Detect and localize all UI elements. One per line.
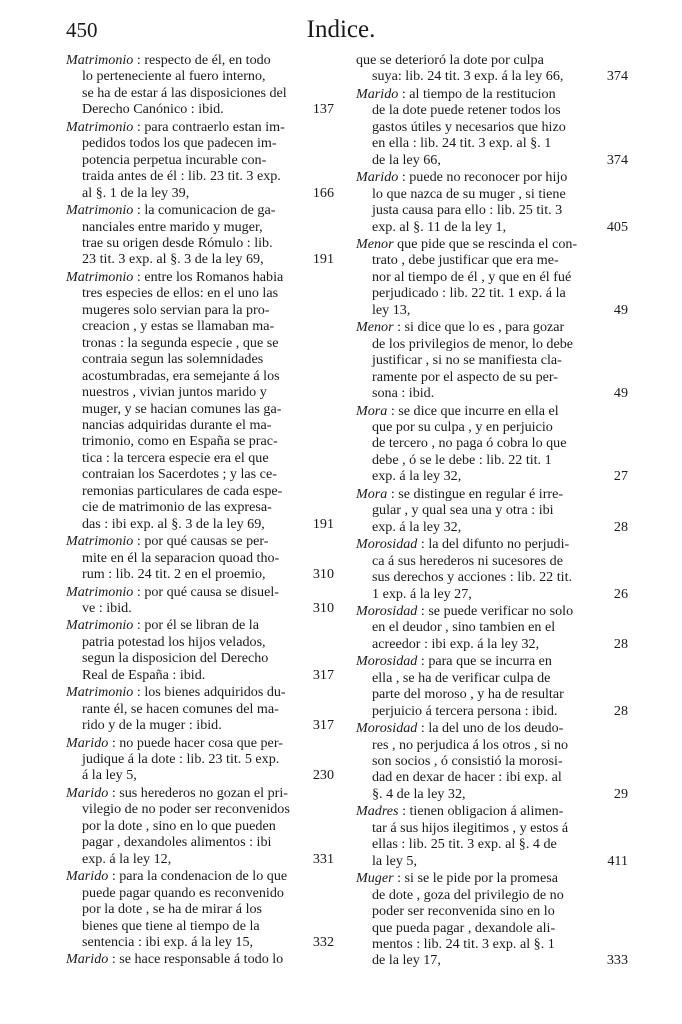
entry-text: ca á sus herederos ni sucesores de (372, 552, 563, 569)
entry-term: Matrimonio (66, 617, 134, 634)
page-reference: 405 (606, 218, 628, 235)
entry-text: : respecto de él, en todo (136, 52, 271, 68)
entry-text: trimonio, como en España se prac- (82, 433, 278, 450)
entry-text: judique á la dote : lib. 23 tit. 5 exp. (82, 751, 280, 768)
entry-line (66, 168, 302, 184)
entry-term: Mora (356, 485, 388, 502)
index-entry (356, 870, 628, 969)
entry-text: : la comunicacion de ga- (136, 202, 276, 219)
index-entry (356, 235, 628, 318)
entry-text: contraian los Sacerdotes ; y las ce- (82, 466, 277, 483)
entry-text: mite en él la separacion quoad tho- (82, 549, 280, 566)
entry-text: : tienen obligacion á alimen- (402, 803, 564, 820)
index-entry (356, 52, 628, 85)
entry-line (66, 152, 302, 168)
entry-line (66, 235, 302, 251)
entry-line (66, 135, 302, 151)
entry-line (66, 533, 302, 549)
entry-text: por la dote , sino en lo que pueden (82, 817, 276, 834)
entry-line (66, 566, 302, 582)
entry-text: mentos : lib. 24 tit. 3 exp. al §. 1 (372, 936, 555, 953)
index-entry (356, 720, 628, 802)
entry-line (66, 801, 302, 817)
entry-line (356, 435, 596, 451)
entry-line (66, 101, 302, 117)
entry-line (356, 385, 596, 401)
index-entry (356, 653, 628, 719)
entry-line (66, 650, 302, 666)
page-reference: 26 (613, 585, 628, 602)
entry-text: : no puede hacer cosa que per- (111, 734, 283, 751)
page-reference: 333 (606, 952, 628, 969)
page-reference: 310 (312, 599, 334, 616)
entry-line (356, 86, 596, 102)
entry-line (356, 302, 596, 318)
entry-text: 23 tit. 3 exp. al §. 3 de la ley 69, (82, 251, 264, 268)
page-reference: 191 (312, 251, 334, 268)
entry-text: nor al tiempo de él , y que en él fué (372, 268, 572, 285)
entry-term: Marido (66, 734, 109, 751)
entry-term: Marido (66, 951, 109, 968)
entry-line (356, 603, 596, 619)
entry-text: exp. á la ley 12, (82, 850, 172, 867)
index-entry (66, 533, 334, 583)
entry-term: Menor (356, 235, 394, 252)
entry-text: en el deudor , sino tambien en el (372, 619, 556, 636)
page-number: 450 (66, 18, 98, 42)
entry-text: exp. al §. 11 de la ley 1, (372, 218, 507, 235)
entry-text: mugeres solo servian para la pro- (82, 301, 270, 318)
entry-line (66, 934, 302, 950)
entry-line (356, 236, 596, 252)
entry-line (356, 670, 596, 686)
entry-text: trae su origen desde Rómulo : lib. (82, 234, 273, 251)
entry-term: Morosidad (356, 602, 418, 619)
entry-text: acostumbradas, era semejante á los (82, 367, 280, 384)
page-reference: 49 (613, 385, 628, 402)
entry-line (356, 569, 596, 585)
entry-text: justificar , si no se manifiesta cla- (372, 352, 562, 369)
entry-text: rido y de la muger : ibid. (82, 717, 222, 734)
entry-line (66, 450, 302, 466)
entry-text: perjuicio á tercera persona : ibid. (372, 702, 558, 719)
entry-line (356, 636, 596, 652)
entry-line (66, 185, 302, 201)
entry-line (356, 803, 596, 819)
entry-line (356, 452, 596, 468)
entry-text: puede pagar quando es reconvenido (82, 884, 284, 901)
entry-text: rante él, se hacen comunes del ma- (82, 700, 279, 717)
entry-text: : al tiempo de la restitucion (401, 85, 556, 102)
entry-text: lo perteneciente al fuero interno, (82, 68, 266, 85)
index-entry (356, 319, 628, 402)
entry-line (356, 119, 596, 135)
entry-line (356, 653, 596, 669)
page-reference: 230 (312, 767, 334, 784)
index-entry (356, 536, 628, 602)
entry-text: tica : la tercera especie era el que (82, 449, 269, 466)
entry-text: son socios , ó consistió la morosi- (372, 753, 563, 770)
entry-line (356, 186, 596, 202)
entry-line (66, 202, 302, 218)
entry-term: Matrimonio (66, 118, 134, 135)
entry-line (356, 786, 596, 802)
entry-line (66, 717, 302, 733)
entry-line (66, 868, 302, 884)
entry-text: sus derechos y acciones : lib. 22 tit. (372, 569, 573, 586)
page-reference: 29 (613, 785, 628, 802)
entry-line (66, 483, 302, 499)
entry-text: : por él se libran de la (136, 617, 259, 634)
entry-text: nuestros , vivian juntos marido y (82, 384, 267, 401)
entry-line (356, 269, 596, 285)
entry-line (66, 834, 302, 850)
entry-text: nancias adquiridas durante el ma- (82, 416, 272, 433)
index-entry (66, 118, 334, 201)
index-entry (356, 85, 628, 168)
entry-text: muger, y se hacian comunes las ga- (82, 400, 282, 417)
page-reference: 332 (312, 934, 334, 951)
entry-text: tres especies de ellos: en el uno las (82, 285, 279, 302)
entry-line (356, 202, 596, 218)
entry-line (66, 433, 302, 449)
index-entry (66, 951, 326, 967)
entry-line (66, 550, 302, 566)
entry-line (66, 119, 302, 135)
entry-line (356, 820, 596, 836)
entry-line (66, 251, 302, 267)
entry-text: : si dice que lo es , para gozar (397, 319, 565, 336)
index-entry (356, 803, 628, 869)
entry-line (356, 536, 596, 552)
entry-text: : para la condenacion de lo que (111, 868, 288, 885)
entry-text: se ha de estar á las disposiciones del (82, 84, 287, 101)
entry-text: : por qué causa se disuel- (136, 583, 279, 600)
entry-text: que se deterioró la dote por culpa (356, 52, 544, 68)
index-entry (356, 485, 628, 535)
entry-text: de la ley 66, (372, 151, 441, 168)
entry-text: ve : ibid. (82, 599, 132, 616)
entry-text: remonias particulares de cada espe- (82, 482, 283, 499)
entry-line (356, 369, 596, 385)
entry-term: Matrimonio (66, 268, 134, 285)
entry-line (356, 737, 596, 753)
entry-line (66, 302, 302, 318)
entry-text: traida antes de él : lib. 23 tit. 3 exp. (82, 168, 281, 185)
entry-text: ramente por el aspecto de su per- (372, 368, 558, 385)
entry-text: : se distingue en regular é irre- (390, 485, 564, 502)
entry-line (356, 920, 596, 936)
page-reference: 28 (613, 518, 628, 535)
entry-text: lo que nazca de su muger , si tiene (372, 185, 566, 202)
entry-term: Marido (356, 85, 399, 102)
entry-line (66, 785, 302, 801)
entry-text: patria potestad los hijos velados, (82, 633, 266, 650)
entry-text: creacion , y estas se llamaban ma- (82, 318, 275, 335)
entry-text: potencia perpetua incurable con- (82, 151, 267, 168)
entry-text: contraia segun las solemnidades (82, 351, 264, 368)
index-column-left (66, 52, 334, 969)
entry-line (356, 52, 596, 68)
entry-line (356, 753, 596, 769)
entry-text: ellas : lib. 25 tit. 3 exp. al §. 4 de (372, 836, 557, 853)
index-entry (66, 684, 334, 734)
entry-line (356, 319, 596, 335)
entry-text: poder ser reconvenida sino en lo (372, 903, 555, 920)
entry-line (66, 285, 302, 301)
entry-line (356, 703, 596, 719)
entry-term: Marido (356, 169, 399, 186)
entry-line (66, 85, 302, 101)
index-entry (356, 402, 628, 485)
entry-line (356, 169, 596, 185)
entry-line (66, 68, 302, 84)
entry-line (66, 667, 302, 683)
entry-term: Matrimonio (66, 533, 134, 550)
entry-term: Matrimonio (66, 202, 134, 219)
entry-text: : para que se incurra en (420, 653, 552, 670)
index-entry (66, 734, 334, 784)
entry-line (356, 720, 596, 736)
entry-text: de tercero , no paga ó cobra lo que (372, 435, 567, 452)
entry-text: : los bienes adquiridos du- (136, 684, 286, 701)
entry-text: acreedor : ibi exp. á la ley 32, (372, 635, 540, 652)
index-entry (66, 202, 334, 268)
entry-text: ley 13, (372, 301, 411, 318)
entry-line (66, 466, 302, 482)
entry-line (356, 519, 596, 535)
page-reference: 374 (606, 151, 628, 168)
entry-text: tronas : la segunda especie , que se (82, 334, 279, 351)
page-reference: 49 (613, 301, 628, 318)
index-entry (356, 602, 628, 652)
entry-text: : puede no reconocer por hijo (401, 169, 568, 186)
entry-text: exp. á la ley 32, (372, 468, 462, 485)
entry-line (356, 769, 596, 785)
entry-line (356, 252, 596, 268)
entry-text: : la del difunto no perjudi- (420, 536, 570, 553)
entry-term: Morosidad (356, 720, 418, 737)
entry-line (356, 686, 596, 702)
entry-term: Morosidad (356, 536, 418, 553)
entry-line (356, 903, 596, 919)
entry-text: pedidos todos los que padecen im- (82, 135, 277, 152)
entry-text: que por su culpa , y en perjuicio (372, 418, 553, 435)
entry-text: res , no perjudica á los otros , si no (372, 736, 569, 753)
entry-text: tar á sus hijos ilegitimos , y estos á (372, 819, 569, 836)
entry-text: pagar , dexandoles alimentos : ibi (82, 834, 272, 851)
entry-line (66, 384, 302, 400)
entry-line (356, 336, 596, 352)
entry-line (356, 135, 596, 151)
page-reference: 166 (312, 184, 334, 201)
page-reference: 331 (312, 850, 334, 867)
entry-text: por la dote , se ha de mirar á los (82, 901, 263, 918)
entry-text: dad en dexar de hacer : ibi exp. al (372, 769, 562, 786)
entry-line (66, 767, 302, 783)
page-reference: 317 (312, 666, 334, 683)
entry-line (356, 468, 596, 484)
entry-line (66, 701, 302, 717)
entry-line (356, 553, 596, 569)
entry-line (66, 751, 302, 767)
entry-line (356, 352, 596, 368)
entry-text: : se puede verificar no solo (420, 602, 574, 619)
entry-text: : para contraerlo estan im- (136, 118, 285, 135)
entry-line (356, 836, 596, 852)
entry-line (356, 285, 596, 301)
entry-line (356, 936, 596, 952)
entry-line (356, 102, 596, 118)
index-entry (356, 169, 628, 235)
entry-text: suya: lib. 24 tit. 3 exp. á la ley 66, (372, 68, 564, 85)
index-entry (66, 268, 334, 532)
entry-text: ella , se ha de verificar culpa de (372, 669, 551, 686)
entry-line (356, 586, 596, 602)
entry-line (66, 52, 302, 68)
entry-term: Morosidad (356, 653, 418, 670)
entry-text: la ley 5, (372, 852, 418, 869)
entry-line (66, 368, 302, 384)
entry-text: gular , y qual sea una y otra : ibi (372, 502, 554, 519)
entry-text: das : ibi exp. al §. 3 de la ley 69, (82, 515, 265, 532)
entry-line (66, 417, 302, 433)
entry-text: de la ley 17, (372, 952, 441, 969)
entry-text: : se hace responsable á todo lo (111, 951, 284, 968)
page-title: Indice. (306, 16, 376, 43)
entry-line (66, 617, 302, 633)
page-reference: 191 (312, 515, 334, 532)
entry-text: nanciales entre marido y muger, (82, 218, 263, 235)
entry-text: en ella : lib. 24 tit. 3 exp. al §. 1 (372, 135, 552, 152)
entry-line (66, 584, 302, 600)
index-column-right (356, 52, 628, 970)
entry-line (356, 502, 596, 518)
entry-text: sona : ibid. (372, 385, 435, 402)
entry-text: : se dice que incurre en ella el (390, 402, 559, 419)
entry-text: exp. á la ley 32, (372, 518, 462, 535)
index-entry (66, 617, 334, 683)
entry-line (356, 152, 596, 168)
entry-text: segun la disposicion del Derecho (82, 650, 269, 667)
entry-text: que pueda pagar , dexandole ali- (372, 919, 556, 936)
entry-text: : por qué causas se per- (136, 533, 269, 550)
entry-text: : si se le pide por la promesa (397, 870, 558, 887)
index-entry (66, 868, 334, 951)
entry-text: rum : lib. 24 tit. 2 en el proemio, (82, 566, 266, 583)
index-entry (66, 784, 334, 867)
entry-line (66, 818, 302, 834)
entry-line (356, 419, 596, 435)
entry-line (356, 887, 596, 903)
entry-line (66, 684, 302, 700)
entry-line (356, 853, 596, 869)
entry-line (66, 951, 302, 967)
entry-line (356, 219, 596, 235)
entry-line (66, 735, 302, 751)
entry-line (66, 401, 302, 417)
page-reference: 27 (613, 468, 628, 485)
entry-term: Matrimonio (66, 583, 134, 600)
entry-term: Madres (356, 803, 399, 820)
entry-term: Menor (356, 319, 394, 336)
entry-text: vilegio de no poder ser reconvenidos (82, 801, 290, 818)
entry-line (356, 68, 596, 84)
entry-line (356, 952, 596, 968)
entry-text: cie de matrimonio de las expresa- (82, 499, 272, 516)
entry-text: : entre los Romanos habia (136, 268, 284, 285)
entry-line (66, 918, 302, 934)
entry-text: gastos útiles y necesarios que hizo (372, 118, 566, 135)
entry-line (356, 870, 596, 886)
entry-line (66, 851, 302, 867)
entry-line (66, 885, 302, 901)
page-reference: 411 (607, 852, 628, 869)
entry-line (66, 634, 302, 650)
index-entry (66, 583, 334, 617)
entry-text: parte del moroso , y ha de resultar (372, 686, 564, 703)
entry-term: Matrimonio (66, 52, 134, 68)
entry-text: : la del uno de los deudo- (420, 720, 564, 737)
entry-text: de la dote puede retener todos los (372, 102, 561, 119)
entry-term: Marido (66, 868, 109, 885)
entry-text: debe , ó se le debe : lib. 22 tit. 1 (372, 451, 552, 468)
entry-term: Marido (66, 784, 109, 801)
entry-text: que pide que se rescinda el con- (397, 235, 578, 252)
entry-line (356, 403, 596, 419)
page-reference: 28 (613, 702, 628, 719)
entry-line (66, 335, 302, 351)
entry-text: Real de España : ibid. (82, 666, 206, 683)
entry-text: justa causa para ello : lib. 25 tit. 3 (372, 202, 563, 219)
page-reference: 28 (613, 635, 628, 652)
entry-line (356, 486, 596, 502)
entry-text: á la ley 5, (82, 767, 137, 784)
entry-text: 1 exp. á la ley 27, (372, 585, 472, 602)
entry-line (66, 219, 302, 235)
entry-line (66, 901, 302, 917)
entry-term: Muger (356, 870, 394, 887)
entry-text: §. 4 de la ley 32, (372, 785, 466, 802)
entry-text: de los privilegios de menor, lo debe (372, 335, 574, 352)
entry-text: trato , debe justificar que era me- (372, 252, 559, 269)
entry-text: sentencia : ibi exp. á la ley 15, (82, 934, 254, 951)
entry-text: al §. 1 de la ley 39, (82, 184, 190, 201)
entry-term: Mora (356, 402, 388, 419)
entry-text: bienes que tiene al tiempo de la (82, 917, 260, 934)
entry-text: : sus herederos no gozan el pri- (111, 784, 288, 801)
page-reference: 317 (312, 717, 334, 734)
index-entry (66, 52, 334, 118)
entry-text: perjudicado : lib. 22 tit. 1 exp. á la (372, 285, 566, 302)
entry-line (356, 619, 596, 635)
entry-line (66, 351, 302, 367)
page-reference: 310 (312, 566, 334, 583)
page-reference: 137 (312, 101, 334, 118)
entry-term: Matrimonio (66, 684, 134, 701)
entry-line (66, 318, 302, 334)
entry-line (66, 499, 302, 515)
page-reference: 374 (606, 68, 628, 85)
entry-line (66, 269, 302, 285)
entry-text: de dote , goza del privilegio de no (372, 886, 564, 903)
entry-line (66, 600, 302, 616)
entry-line (66, 516, 302, 532)
entry-text: Derecho Canónico : ibid. (82, 101, 224, 118)
